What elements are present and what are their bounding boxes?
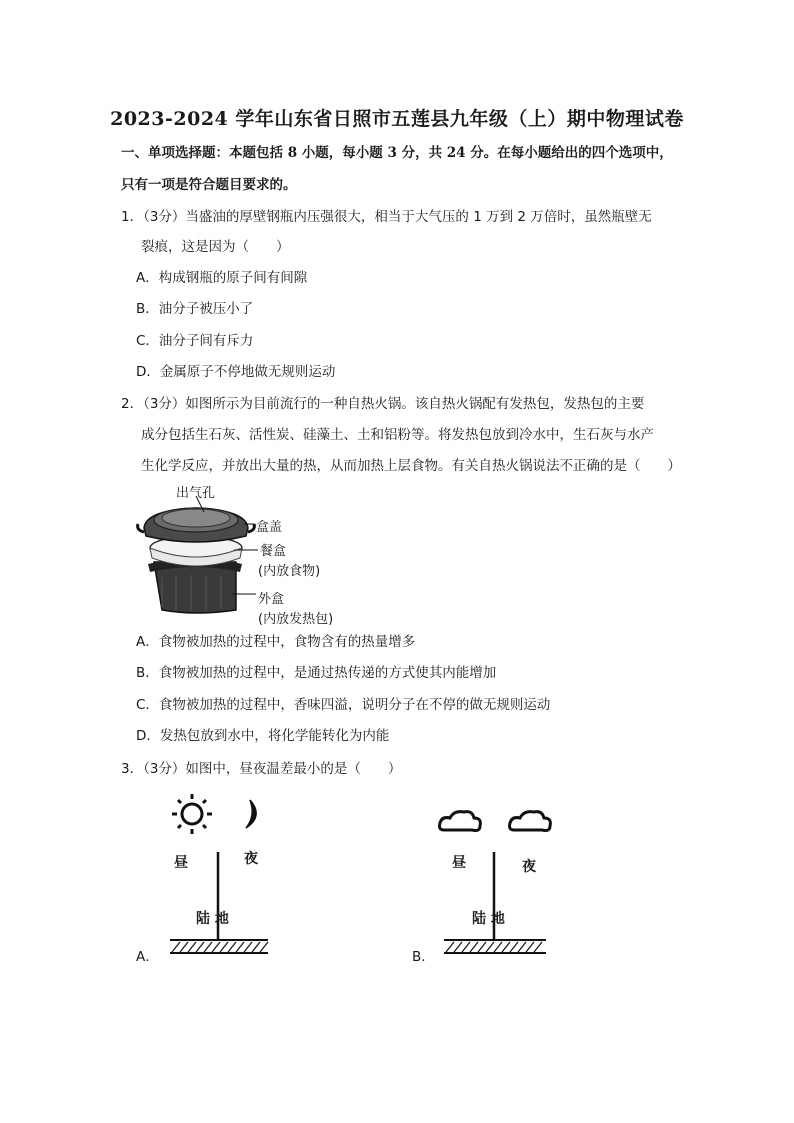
figure-b-letter: B． [412, 949, 435, 965]
q3-figure-b [410, 790, 560, 965]
q2-stem-line3: 生化学反应，并放出大量的热，从而加热上层食物。有关自热火锅说法不正确的是（ ） [141, 458, 681, 474]
q2-stem-line2: 成分包括生石灰、活性炭、硅藻土、土和铝粉等。将发热包放到冷水中，生石灰与水产 [141, 427, 654, 443]
q2-stem-line1: 2．（3分）如图所示为目前流行的一种自热火锅。该自热火锅配有发热包，发热包的主要 [121, 396, 645, 412]
label-outer-box: 外盒 [258, 592, 285, 607]
label-meal-box-note: (内放食物) [258, 564, 321, 579]
section-heading-line1: 一、单项选择题：本题包括 8 小题，每小题 3 分，共 24 分。在每小题给出的四个选项中， [121, 145, 673, 161]
figure-a-drawing [134, 790, 274, 965]
figure-b-day-label: 昼 [452, 855, 466, 871]
figure-a-night-label: 夜 [244, 851, 258, 867]
figure-b-night-label: 夜 [522, 859, 536, 875]
q1-option-b: B．油分子被压小了 [136, 301, 254, 317]
q2-option-b: B．食物被加热的过程中，是通过热传递的方式使其内能增加 [136, 665, 497, 681]
q1-stem-line2: 裂痕，这是因为（ ） [141, 239, 290, 255]
q1-option-c: C．油分子间有斥力 [136, 333, 254, 349]
moon-icon [246, 800, 256, 828]
sun-icon [172, 794, 212, 834]
hot-pot-drawing [136, 482, 376, 622]
figure-a-ground-label: 陆 地 [196, 911, 229, 927]
q1-option-d: D．金属原子不停地做无规则运动 [136, 364, 336, 380]
label-meal-box: 餐盒 [260, 544, 287, 559]
q1-stem-line1: 1．（3分）当盛油的厚壁钢瓶内压强很大，相当于大气压的 1 万到 2 万倍时，虽然瓶壁无 [121, 209, 652, 225]
section-heading-line2: 只有一项是符合题目要求的。 [121, 177, 297, 193]
figure-a-day-label: 昼 [174, 855, 188, 871]
cloud-icon [440, 812, 481, 831]
q1-option-a: A．构成钢瓶的原子间有间隙 [136, 270, 308, 286]
label-vent: 出气孔 [176, 486, 216, 501]
figure-a-letter: A． [136, 949, 159, 965]
q2-option-d: D．发热包放到水中，将化学能转化为内能 [136, 728, 390, 744]
label-outer-box-note: (内放发热包) [258, 612, 334, 627]
label-lid: 盒盖 [256, 520, 283, 535]
page-title: 2023-2024 学年山东省日照市五莲县九年级（上）期中物理试卷 [110, 108, 684, 130]
figure-b-ground-label: 陆 地 [472, 911, 505, 927]
q2-option-a: A．食物被加热的过程中，食物含有的热量增多 [136, 634, 416, 650]
q2-option-c: C．食物被加热的过程中，香味四溢，说明分子在不停的做无规则运动 [136, 697, 551, 713]
q3-figure-a [134, 790, 274, 965]
figure-b-drawing [410, 790, 560, 965]
q3-stem: 3．（3分）如图中，昼夜温差最小的是（ ） [121, 761, 402, 777]
cloud-icon [510, 812, 551, 831]
hot-pot-figure [136, 482, 376, 627]
